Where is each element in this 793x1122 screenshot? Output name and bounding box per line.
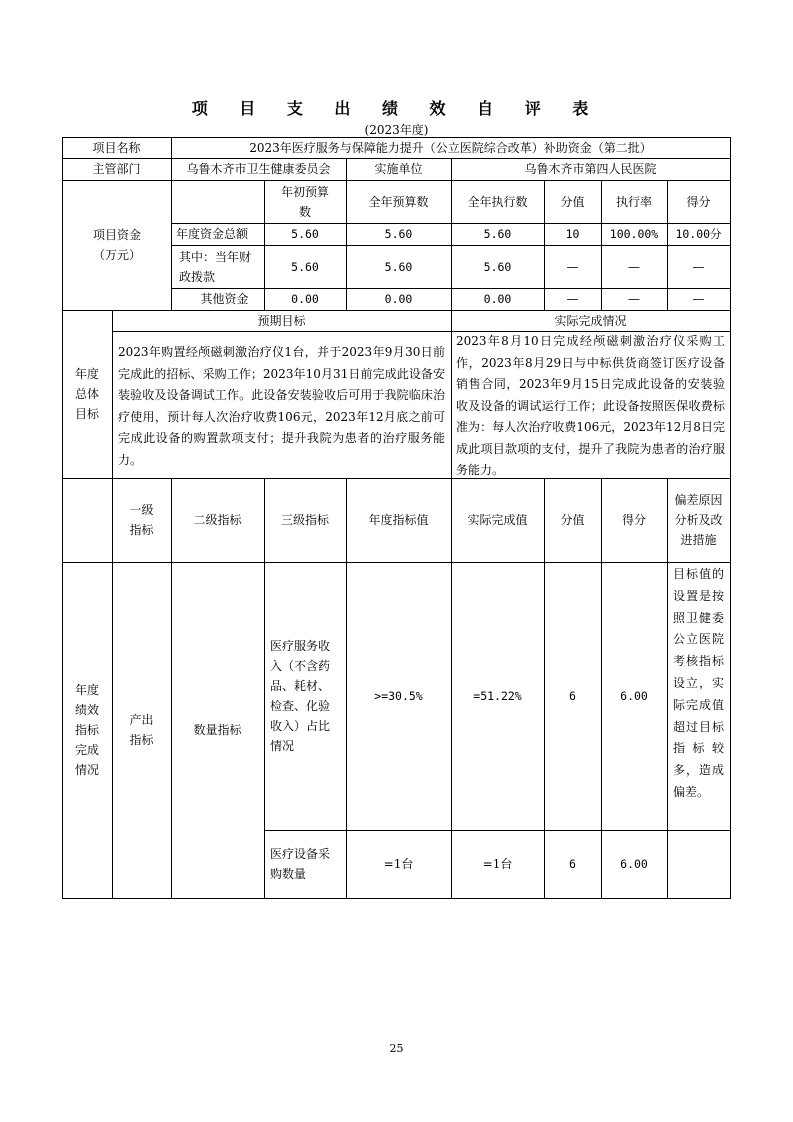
- indicator-actual: =1台: [482, 857, 513, 871]
- funds-row-label: 年度资金总额: [176, 227, 249, 241]
- unit-value: 乌鲁木齐市第四人民医院: [524, 162, 657, 176]
- department-value: 乌鲁木齐市卫生健康委员会: [186, 162, 331, 176]
- funds-cell: 10: [565, 227, 580, 241]
- funds-cell: —: [692, 292, 705, 306]
- funds-header-annual-budget: 全年预算数: [368, 194, 429, 209]
- indicator-deviation: 目标值的设置是按照卫健委公立医院考核指标设立，实际完成值超过目标指标较多，造成偏差。: [673, 567, 724, 799]
- funds-cell: —: [628, 259, 640, 274]
- indicator-score: 6.00: [620, 857, 648, 871]
- overall-goal-label: 年度总体目标: [75, 367, 100, 421]
- actual-status-text: 2023年8月10日完成经颅磁刺激治疗仪采购工作，2023年8月29日与中标供货商签订医疗设备销售合同，2023年9月15日完成此设备的安装验收及设备的调试运行工作；此设备按照医保收费标准为：每人次治疗收费106元，2023年12月8日完成此项目款项的支付，提升了我院为患者的治疗服务能力。: [456, 334, 725, 477]
- department-label: 主管部门: [92, 162, 141, 176]
- funds-cell: 5.60: [384, 259, 413, 274]
- indicator-header-level3: 三级指标: [280, 513, 329, 527]
- funds-label: 项目资金（万元）: [92, 228, 141, 262]
- funds-cell: 0.00: [384, 292, 413, 306]
- indicator-header-score-value: 分值: [560, 513, 585, 527]
- indicator-target: >=30.5%: [374, 689, 423, 703]
- funds-cell: 0.00: [483, 292, 512, 306]
- funds-cell: 5.60: [384, 227, 413, 241]
- funds-cell: —: [566, 259, 579, 274]
- indicator-header-level1: 一级指标: [129, 503, 154, 537]
- indicator-score: 6.00: [620, 689, 648, 703]
- indicator-level2-value: 数量指标: [193, 723, 242, 737]
- funds-cell: 5.60: [291, 227, 319, 241]
- funds-cell: 5.60: [483, 227, 512, 241]
- indicator-level1-value: 产出指标: [129, 713, 154, 747]
- project-name-value: 2023年医疗服务与保障能力提升（公立医院综合改革）补助资金（第二批）: [249, 140, 652, 155]
- funds-cell: 0.00: [291, 292, 319, 306]
- project-name-label: 项目名称: [92, 140, 141, 155]
- indicator-actual: =51.22%: [473, 689, 522, 703]
- indicator-target: =1台: [383, 857, 414, 871]
- funds-header-initial-budget: 年初预算数: [280, 184, 329, 219]
- page-subtitle: (2023年度): [364, 123, 429, 137]
- indicator-header-deviation: 偏差原因分析及改进措施: [674, 493, 723, 547]
- indicator-header-level2: 二级指标: [193, 513, 242, 527]
- funds-row-label: 其中：当年财政拨款: [179, 249, 252, 284]
- funds-row-label: 其他资金: [200, 292, 249, 306]
- funds-cell: 10.00分: [675, 227, 722, 241]
- expected-goal-header: 预期目标: [257, 313, 306, 328]
- funds-cell: 5.60: [291, 259, 319, 274]
- indicator-header-target: 年度指标值: [368, 513, 429, 527]
- page-number: 25: [389, 1042, 404, 1055]
- indicators-label: 年度绩效指标完成情况: [75, 683, 100, 777]
- funds-cell: —: [628, 292, 640, 306]
- funds-header-execution-rate: 执行率: [615, 194, 652, 209]
- funds-header-score: 得分: [686, 194, 711, 209]
- indicator-deviation: [667, 830, 730, 898]
- indicator-score-value: 6: [569, 857, 576, 871]
- funds-cell: 100.00%: [609, 227, 659, 241]
- indicator-level3: 医疗服务收入（不含药品、耗材、检查、化验收入）占比情况: [270, 639, 331, 753]
- page-title: 项 目 支 出 绩 效 自 评 表: [191, 99, 602, 118]
- funds-header-annual-execution: 全年执行数: [467, 194, 528, 209]
- indicator-level3: 医疗设备采购数量: [270, 847, 331, 881]
- unit-label: 实施单位: [374, 162, 423, 176]
- funds-cell: —: [692, 259, 705, 274]
- funds-cell: —: [566, 292, 579, 306]
- funds-header-score-value: 分值: [560, 194, 585, 209]
- indicator-score-value: 6: [569, 689, 576, 703]
- indicator-header-score: 得分: [621, 513, 646, 527]
- actual-status-header: 实际完成情况: [554, 313, 627, 328]
- expected-goal-text: 2023年购置经颅磁刺激治疗仪1台，并于2023年9月30日前完成此的招标、采购工作；2023年10月31日前完成此设备安装验收及设备调试工作。此设备安装验收后可用于我院临床治疗使用，预计每人次治疗收费106元，2023年12月底之前可完成此设备的购置款项支付；提升我院为患者的治疗服务能力。: [118, 345, 445, 467]
- indicator-header-actual: 实际完成值: [467, 513, 528, 527]
- funds-cell: 5.60: [483, 259, 512, 274]
